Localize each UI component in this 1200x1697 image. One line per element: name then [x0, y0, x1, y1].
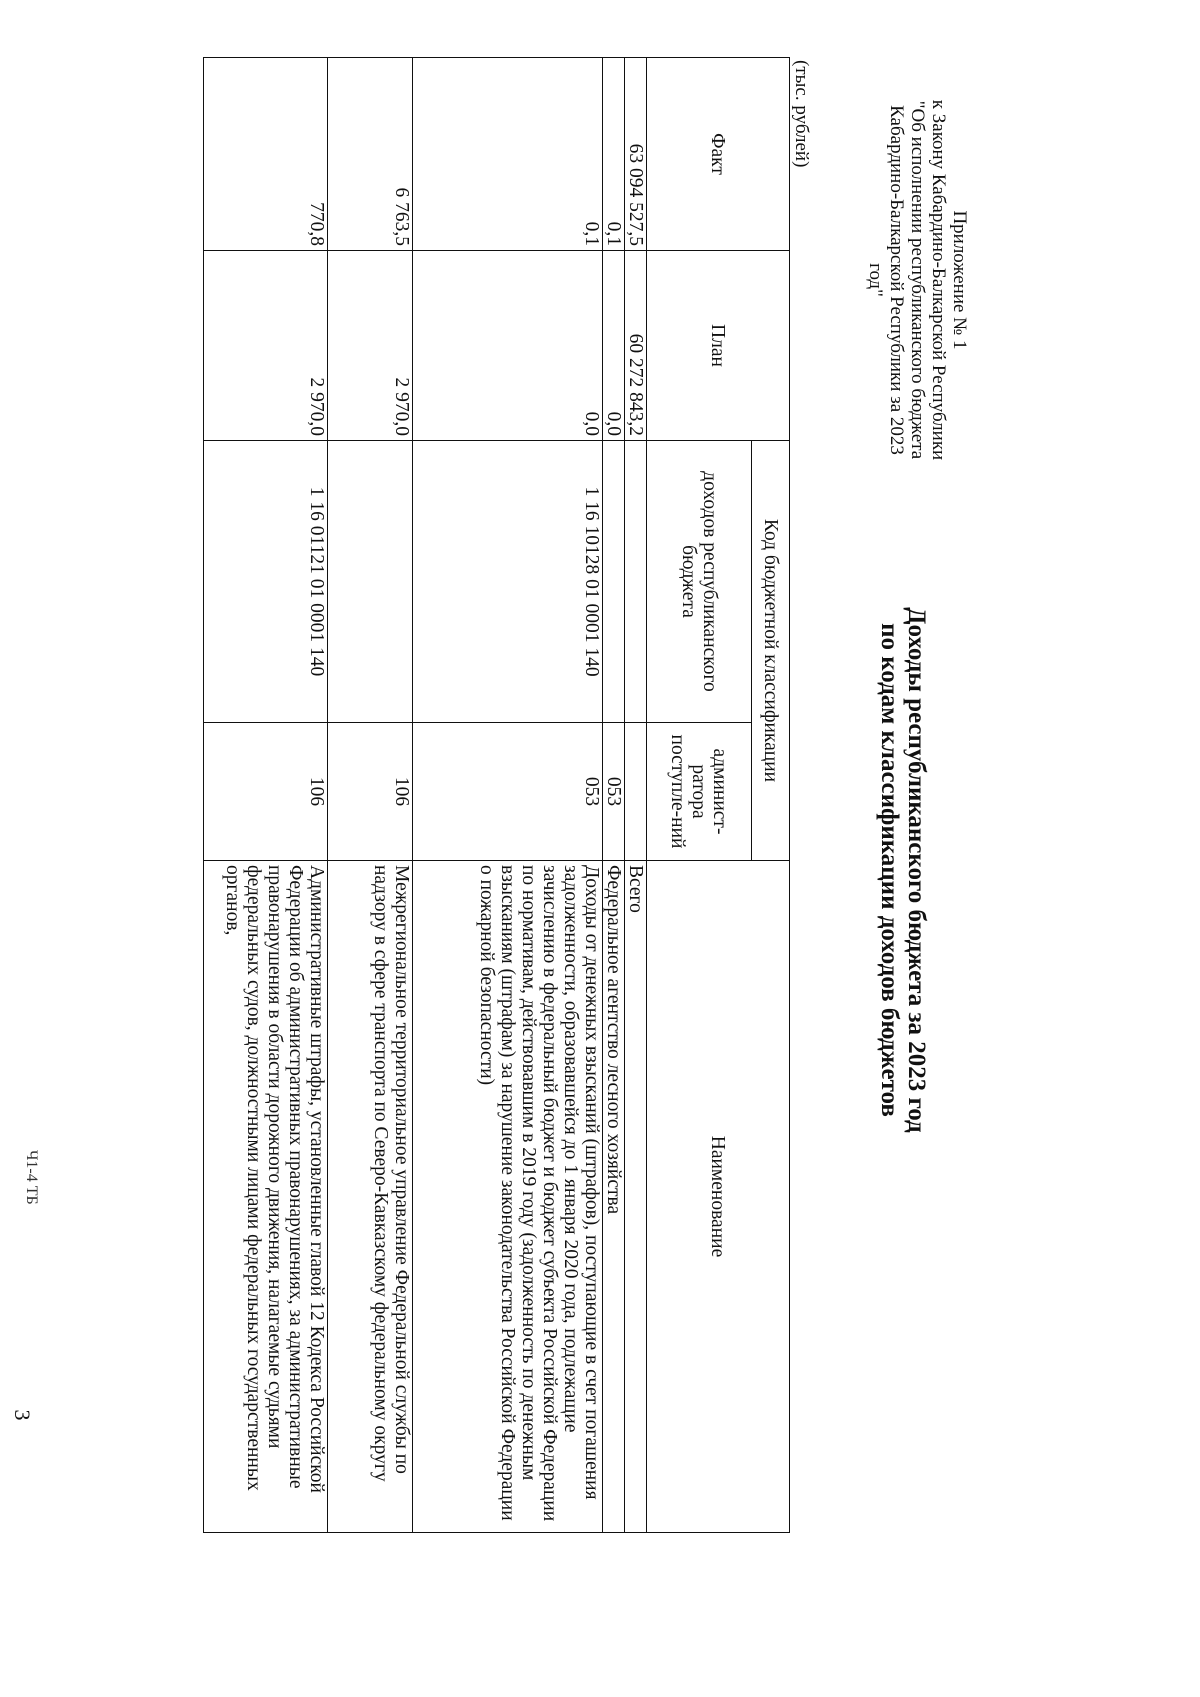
header-fact: Факт [647, 58, 790, 251]
appendix-line-4: Кабардино-Балкарской Республики за 2023 год" [865, 105, 907, 455]
appendix-line-2: к Закону Кабардино-Балкарской Республики [928, 99, 949, 461]
cell-fact: 0,1 [603, 58, 625, 251]
cell-plan: 2 970,0 [204, 251, 328, 441]
cell-income-code: 1 16 01121 01 0001 140 [204, 441, 328, 723]
appendix-header [865, 90, 970, 470]
cell-plan: 0,0 [603, 251, 625, 441]
cell-fact: 6 763,5 [328, 58, 413, 251]
cell-plan: 60 272 843,2 [625, 251, 647, 441]
cell-admin-code: 053 [413, 723, 603, 861]
cell-admin-code: 106 [204, 723, 328, 861]
header-admin-code: админист-ратора поступле-ний [647, 723, 752, 861]
cell-plan: 2 970,0 [328, 251, 413, 441]
page-stamp: Ч1-4 ТБ [23, 1150, 40, 1205]
cell-admin-code [625, 723, 647, 861]
appendix-line-3: "Об исполнении республиканского бюджета [907, 100, 928, 460]
table-row [328, 58, 413, 1533]
cell-name: Межрегиональное территориальное управление Федеральной службы по надзору в сфере транспорта по Северо-Кавказскому федеральному округу [328, 861, 413, 1533]
cell-name: Всего [625, 861, 647, 1533]
cell-fact: 63 094 527,5 [625, 58, 647, 251]
cell-fact: 0,1 [413, 58, 603, 251]
cell-name: Федеральное агентство лесного хозяйства [603, 861, 625, 1533]
units-note: (тыс. рублей) [791, 60, 812, 168]
table-row [204, 58, 328, 1533]
cell-income-code [625, 441, 647, 723]
header-code-group: Код бюджетной классификации [752, 441, 790, 861]
cell-name: Доходы от денежных взысканий (штрафов), поступающие в счет погашения задолженности, образовавшейся до 1 января 2020 года, подлежащие зачислению в федеральный бюджет и бюджет субъекта Российской Федерации по нормативам, действовавшим в 2019 году (задолженность по денежным взысканиям (штрафам) за нарушение законодательства Российской Федерации о пожарной безопасности) [413, 861, 603, 1533]
title-line-2: по кодам классификации доходов бюджетов [876, 623, 903, 1117]
cell-fact: 770,8 [204, 58, 328, 251]
header-name: Наименование [647, 861, 790, 1533]
page-number: 3 [10, 1409, 35, 1421]
appendix-line-1: Приложение № 1 [949, 210, 970, 350]
header-income-code: доходов республиканского бюджета [647, 441, 752, 723]
title-line-1: Доходы республиканского бюджета за 2023 год [903, 607, 930, 1133]
table-row [413, 58, 603, 1533]
table-row [603, 58, 625, 1533]
cell-income-code [328, 441, 413, 723]
cell-admin-code: 106 [328, 723, 413, 861]
header-plan: План [647, 251, 790, 441]
table-header-row [752, 58, 790, 1533]
document-title [876, 420, 930, 1320]
cell-name: Административные штрафы, установленные главой 12 Кодекса Российской Федерации об административных правонарушениях, за административные правонарушения в области дорожного движения, налагаемые судьями федеральных судов, должностными лицами федеральных государственных органов, [204, 861, 328, 1533]
cell-income-code [603, 441, 625, 723]
cell-income-code: 1 16 10128 01 0001 140 [413, 441, 603, 723]
cell-plan: 0,0 [413, 251, 603, 441]
cell-admin-code: 053 [603, 723, 625, 861]
table-row [625, 58, 647, 1533]
revenue-table [203, 57, 790, 1533]
